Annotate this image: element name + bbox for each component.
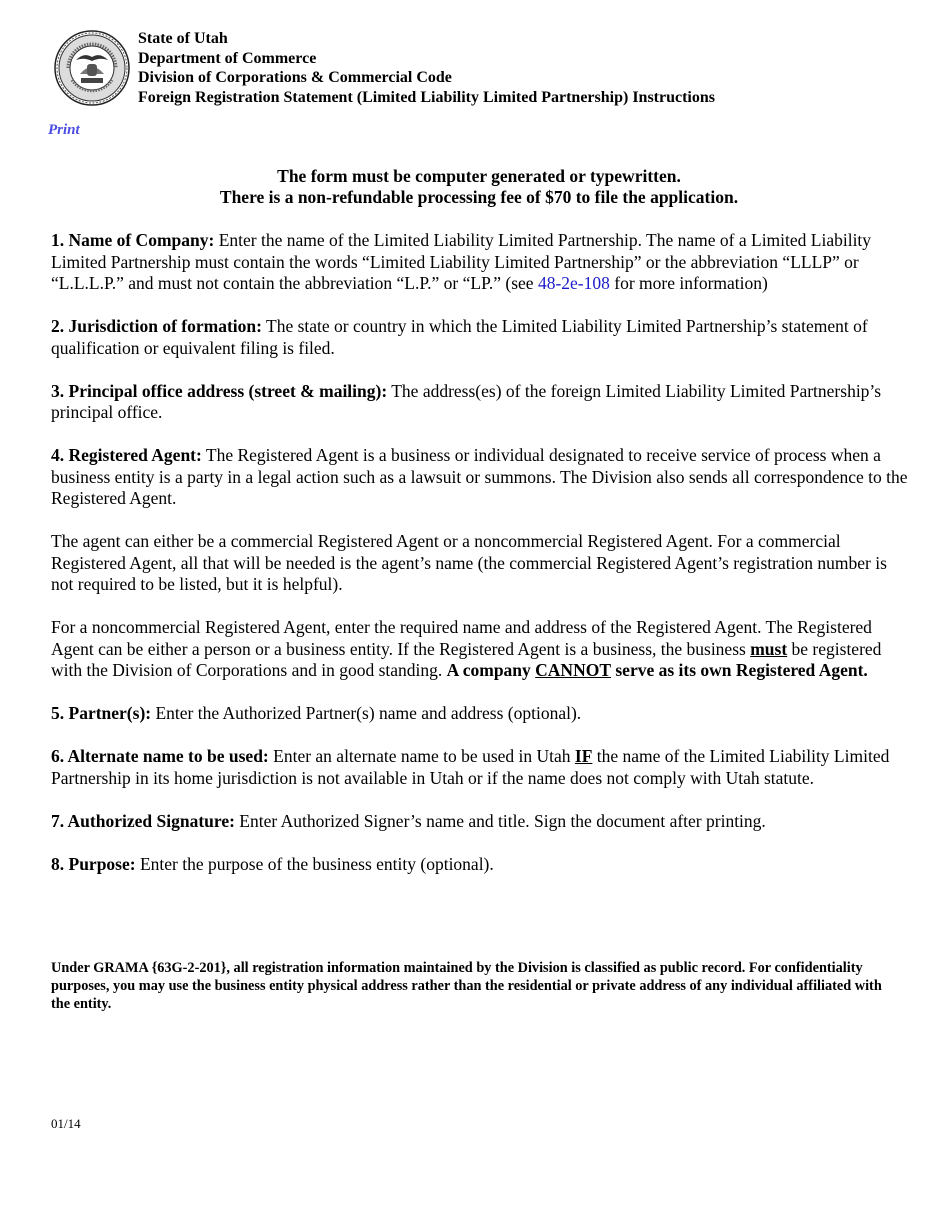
section-4-p3-text-a: For a noncommercial Registered Agent, enter the required name and address of the Registered Agent. The Registered Agent can be either a person or a business entity. If the Registered Agent is a business, the business <box>51 617 872 659</box>
section-6-text-b: the name of the Limited Liability Limited Partnership in its home jurisdiction is not available in Utah or if the name does not comply with Utah statute. <box>51 746 890 788</box>
section-3-text: The address(es) of the foreign Limited Liability Limited Partnership’s principal office. <box>51 380 882 422</box>
section-1-tail: for more information) <box>614 273 768 293</box>
section-2-label: 2. Jurisdiction of formation: <box>51 316 262 336</box>
section-5-partners <box>51 703 913 725</box>
section-2-text: The state or country in which the Limited Liability Limited Partnership’s statement of qualification or equivalent filing is filed. <box>51 316 868 358</box>
section-1-text: Enter the name of the Limited Liability Limited Partnership. The name of a Limited Liability Limited Partnership must contain the words “Limited Liability Limited Partnership” or the abbreviation “LLLP” or “L.L.L.P.” and must not contain the abbreviation “L.P.” or “LP.” (see <box>51 230 872 293</box>
section-4-registered-agent <box>51 445 913 510</box>
section-3-principal-office <box>51 381 913 424</box>
section-5-label: 5. Partner(s): <box>51 703 152 723</box>
section-2-jurisdiction <box>51 316 913 359</box>
grama-notice: Under GRAMA {63G-2-201}, all registration information maintained by the Division is classified as public record. For confidentiality purposes, you may use the business entity physical address rather than the residential or private address of any individual affiliated with the entity. <box>51 960 882 1012</box>
section-6-alternate-name <box>51 746 913 789</box>
section-6-label: 6. Alternate name to be used: <box>51 746 269 766</box>
section-4-paragraph-2: The agent can either be a commercial Registered Agent or a noncommercial Registered Agent. For a commercial Registered Agent, all that will be needed is the agent’s name (the commercial Registered Agent’s registration number is not required to be listed, but it is helpful). <box>51 531 887 594</box>
header-state: State of Utah <box>138 30 228 47</box>
header-department: Department of Commerce <box>138 49 317 67</box>
section-5-text: Enter the Authorized Partner(s) name and address (optional). <box>155 703 582 723</box>
state-seal-logo <box>54 30 130 106</box>
section-4-p3-must: must <box>750 638 788 659</box>
statute-link-48-2e-108[interactable]: 48-2e-108 <box>537 273 610 293</box>
form-notice <box>0 166 950 208</box>
section-6-if: IF <box>574 746 593 766</box>
header-division: Division of Corporations & Commercial Code <box>138 69 452 87</box>
section-7-label: 7. Authorized Signature: <box>51 810 235 831</box>
instructions-body <box>51 230 913 897</box>
section-4-p3-text-b: be registered with the Division of Corporations and in good standing. <box>51 638 882 680</box>
section-8-text: Enter the purpose of the business entity (optional). <box>139 853 494 874</box>
section-7-authorized-signature <box>51 811 913 833</box>
section-4-p3-cannot: CANNOT <box>535 660 611 680</box>
section-8-label: 8. Purpose: <box>51 853 136 874</box>
section-4-text: The Registered Agent is a business or individual designated to receive service of process when a business entity is a party in a legal action such as a lawsuit or summons. The Division also sends all correspondence to the Registered Agent. <box>51 445 908 508</box>
notice-line-1: The form must be computer generated or typewritten. <box>277 166 681 186</box>
revision-code: 01/14 <box>51 1116 81 1131</box>
section-7-text: Enter Authorized Signer’s name and title. Sign the document after printing. <box>239 810 766 831</box>
section-6-text-a: Enter an alternate name to be used in Utah <box>273 746 571 766</box>
section-1-label: 1. Name of Company: <box>51 230 215 250</box>
section-1-name-of-company <box>51 230 913 295</box>
section-3-label: 3. Principal office address (street & mailing): <box>51 380 388 401</box>
section-4-p3-bold-2: serve as its own Registered Agent. <box>615 660 868 680</box>
section-4-label: 4. Registered Agent: <box>51 445 202 465</box>
notice-line-2: There is a non-refundable processing fee of $70 to file the application. <box>219 187 739 207</box>
section-4-p3-bold-1: A company <box>446 660 531 680</box>
document-header <box>138 29 715 107</box>
section-4-paragraph-3 <box>51 617 913 682</box>
print-link[interactable]: Print <box>48 122 80 138</box>
document-title: Foreign Registration Statement (Limited Liability Limited Partnership) Instructions <box>138 88 715 106</box>
section-8-purpose <box>51 854 913 876</box>
